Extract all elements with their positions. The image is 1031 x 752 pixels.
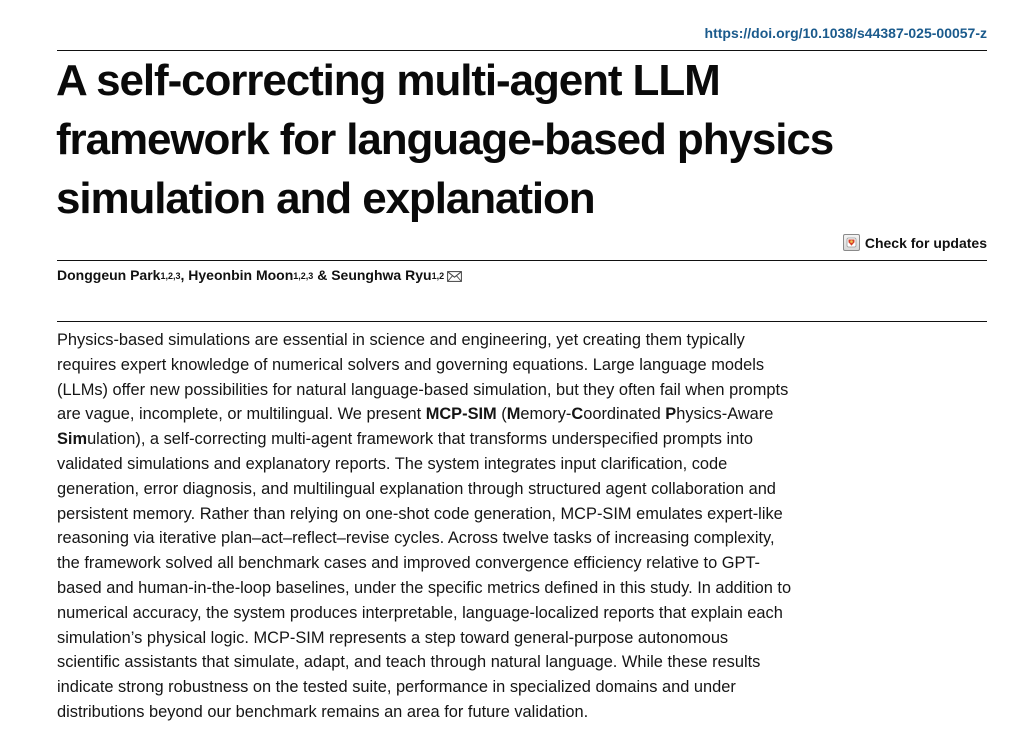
abstract-line (57, 700, 857, 725)
abstract-text: oordinated (583, 405, 666, 424)
abstract-line (57, 378, 857, 403)
abstract-line (57, 551, 857, 576)
check-for-updates-button[interactable] (843, 234, 987, 251)
abstract-text: simulation’s physical logic. MCP-SIM represents a step toward general-purpose autonomous (57, 628, 729, 647)
abstract-line (57, 328, 857, 353)
article-title (56, 51, 996, 228)
abstract-line (57, 502, 857, 527)
abstract-text: reasoning via iterative plan–act–reflect–revise cycles. Across twelve tasks of increasing complexity, (57, 529, 775, 548)
author-separator: , (180, 267, 189, 283)
crossmark-icon (843, 234, 860, 251)
abstract (57, 328, 857, 725)
abstract-line (57, 402, 857, 427)
author-name[interactable]: Hyeonbin Moon (188, 267, 294, 283)
abstract-text: indicate strong robustness on the tested suite, performance in specialized domains and under (57, 678, 736, 697)
abstract-line (57, 526, 857, 551)
abstract-text: are vague, incomplete, or multilingual. We present (57, 405, 426, 424)
bottom-divider (57, 321, 987, 322)
title-line: simulation and explanation (56, 174, 595, 223)
abstract-text: emory- (520, 405, 572, 424)
abstract-text: hysics-Aware (676, 405, 774, 424)
abstract-line (57, 452, 857, 477)
check-for-updates-label: Check for updates (864, 234, 987, 251)
abstract-emphasis: M (506, 405, 521, 424)
abstract-text: generation, error diagnosis, and multilingual explanation through structured agent collaboration and (57, 479, 776, 498)
title-line: A self-correcting multi-agent LLM (56, 56, 720, 105)
mail-icon[interactable] (447, 269, 462, 285)
abstract-emphasis: MCP-SIM (425, 405, 497, 424)
abstract-line (57, 427, 857, 452)
abstract-text: validated simulations and explanatory reports. The system integrates input clarification, code (57, 454, 728, 473)
title-line: framework for language-based physics (56, 115, 834, 164)
abstract-line (57, 650, 857, 675)
abstract-line (57, 601, 857, 626)
abstract-text: scientific assistants that simulate, adapt, and teach through natural language. While these results (57, 653, 761, 672)
abstract-line (57, 675, 857, 700)
doi-link[interactable]: https://doi.org/10.1038/s44387-025-00057-z (704, 25, 987, 41)
abstract-text: requires expert knowledge of numerical solvers and governing equations. Large language models (57, 355, 765, 374)
mid-divider (57, 260, 987, 261)
author-separator: & (313, 267, 332, 283)
abstract-text: ulation), a self-correcting multi-agent framework that transforms underspecified prompts into (87, 430, 753, 449)
abstract-text: based and human-in-the-loop baselines, under the specific metrics defined in this study. In addition to (57, 578, 792, 597)
abstract-line (57, 477, 857, 502)
abstract-text: distributions beyond our benchmark remains an area for future validation. (57, 702, 589, 721)
abstract-line (57, 353, 857, 378)
abstract-emphasis: P (665, 405, 677, 424)
abstract-text: ( (496, 405, 507, 424)
abstract-text: the framework solved all benchmark cases and improved convergence efficiency relative to GPT- (57, 554, 761, 573)
abstract-line (57, 626, 857, 651)
author-name[interactable]: Seunghwa Ryu (331, 267, 432, 283)
author-name[interactable]: Donggeun Park (57, 267, 161, 283)
author-list: Donggeun Park $^{1,2,3}$ , Hyeonbin Moon $^{1,2,3}$ & Seunghwa Ryu $^{1,2}$ (57, 267, 462, 283)
abstract-emphasis: C (571, 405, 584, 424)
abstract-line (57, 576, 857, 601)
abstract-text: (LLMs) offer new possibilities for natural language-based simulation, but they often fail when prompts (57, 380, 789, 399)
abstract-text: numerical accuracy, the system produces interpretable, language-localized reports that explain each (57, 603, 783, 622)
abstract-emphasis: Sim (57, 430, 88, 449)
abstract-text: Physics-based simulations are essential in science and engineering, yet creating them typically (57, 331, 745, 349)
abstract-text: persistent memory. Rather than relying on one-shot code generation, MCP-SIM emulates expert-like (57, 504, 783, 523)
